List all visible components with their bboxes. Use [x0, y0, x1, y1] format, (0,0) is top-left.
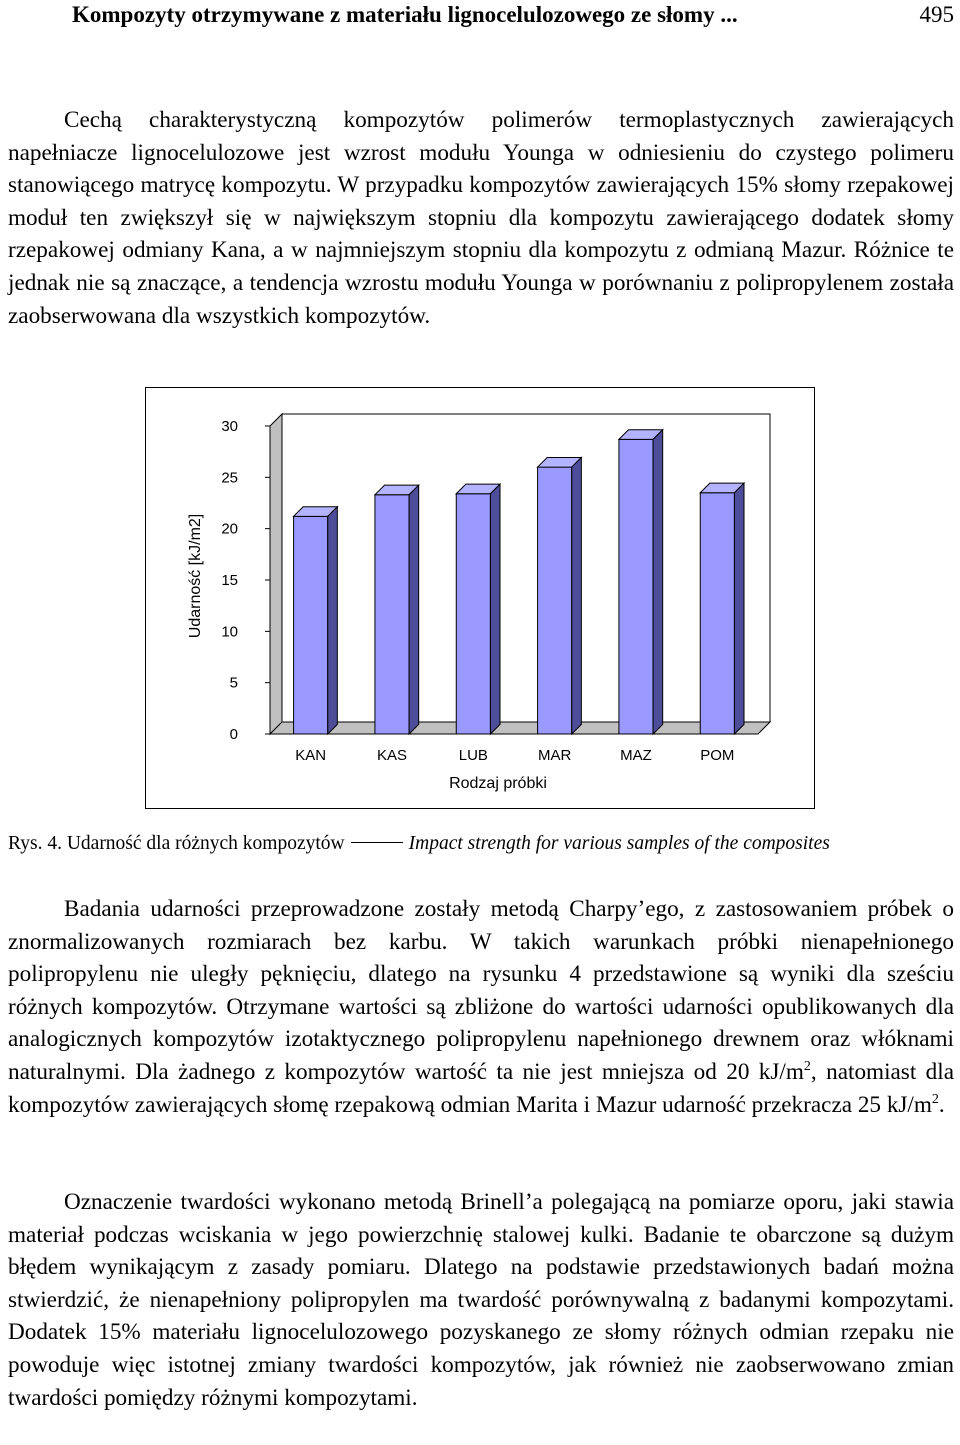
- chart-bar-side: [653, 430, 663, 734]
- chart-bar-side: [409, 485, 419, 734]
- chart-bar: [375, 485, 419, 734]
- chart-y-tick-label: 15: [221, 572, 238, 589]
- chart-y-axis-label: Udarność [kJ/m2]: [187, 513, 204, 639]
- chart-bar-front: [456, 494, 490, 734]
- chart-x-tick-label: MAR: [537, 747, 572, 764]
- caption-english: Impact strength for various samples of the composites: [408, 833, 830, 854]
- paragraph2-part2: , natomiast dla kompozytów zawierających słomę rzepakową odmian Marita i Mazur udarność przekracza 25 kJ/m: [8, 1058, 954, 1118]
- paragraph2-part1: Badania udarności przeprowadzone zostały metodą Charpy’ego, z zastosowaniem próbek o znormalizowanych rozmiarach bez karbu. W takich warunkach próbki nienapełnionego polipropylenu nie uległy pęknięciu, dlatego na rysunku 4 przedstawione są wyniki dla sześciu różnych kompozytów. Otrzymane wartości są zbliżone do wartości udarności opublikowanych dla analogicznych kompozytów izotaktycznego polipropylenu napełnionego drewnem oraz włóknami naturalnymi. Dla żadnego z kompozytów wartość ta nie jest mniejsza od 20 kJ/m: [8, 896, 954, 1085]
- chart-y-tick-label: 5: [229, 674, 238, 692]
- chart-side-wall: [270, 414, 282, 734]
- chart-y-tick-label: 0: [229, 726, 238, 743]
- chart-x-tick-label: KAN: [295, 747, 327, 764]
- chart-x-tick-label: LUB: [458, 747, 488, 764]
- chart-bar-side: [490, 484, 500, 734]
- caption-dash: [351, 842, 403, 843]
- chart-bar-side: [734, 483, 744, 734]
- chart-canvas: [146, 388, 814, 808]
- chart-bar-front: [619, 439, 653, 734]
- chart-x-tick-label: MAZ: [620, 747, 652, 764]
- caption-label: Rys. 4.: [8, 833, 62, 854]
- chart-x-axis-label: Rodzaj próbki: [449, 775, 547, 792]
- chart-bar-front: [700, 493, 734, 734]
- chart-y-tick-label: 30: [221, 418, 238, 435]
- caption-polish: Udarność dla różnych kompozytów: [66, 833, 345, 854]
- chart-bar-side: [572, 457, 582, 734]
- chart-x-tick-label: POM: [700, 747, 735, 764]
- chart-x-tick-label: KAS: [376, 747, 408, 764]
- chart-x-tick-labels: [295, 747, 734, 764]
- chart-bar-front: [294, 516, 328, 734]
- chart-plot-area: [270, 414, 770, 734]
- superscript-2: 2: [931, 1091, 939, 1107]
- chart-bar-front: [538, 467, 572, 734]
- chart-y-tick-label: 25: [221, 469, 238, 487]
- chart-y-tick-label: 20: [221, 520, 238, 538]
- chart-y-tick-labels: [221, 418, 270, 743]
- chart-bar: [538, 457, 582, 734]
- page-number: 495: [919, 2, 954, 27]
- running-header: [72, 0, 954, 32]
- paragraph2-part3: .: [938, 1091, 945, 1118]
- chart-bar: [700, 483, 744, 734]
- running-title: Kompozyty otrzymywane z materiału lignocelulozowego ze słomy ...: [72, 2, 738, 27]
- paragraph-youngs-modulus: Cechą charakterystyczną kompozytów polimerów termoplastycznych zawierających napełniacze lignocelulozowe jest wzrost modułu Younga w odniesieniu do czystego polimeru stanowiącego matrycę kompozytu. W przypadku kompozytów zawierających 15% słomy rzepakowej moduł ten zwiększył się w największym stopniu dla kompozytu zawierającego dodatek słomy rzepakowej odmiany Kana, a w najmniejszym stopniu dla kompozytu z odmianą Mazur. Różnice te jednak nie są znaczące, a tendencja wzrostu modułu Younga w porównaniu z polipropylenem została zaobserwowana dla wszystkich kompozytów.: [8, 107, 954, 329]
- chart-back-wall: [282, 414, 770, 722]
- figure-caption: [8, 830, 958, 858]
- chart-floor: [270, 722, 770, 734]
- chart-bar: [619, 430, 663, 734]
- chart-y-tick-label: 10: [221, 623, 238, 641]
- chart-bar: [294, 507, 338, 734]
- paragraph-impact-strength: [8, 893, 954, 1121]
- chart-bar: [456, 484, 500, 734]
- chart-bar-front: [375, 495, 409, 734]
- impact-strength-chart: [145, 387, 815, 809]
- paragraph-hardness: Oznaczenie twardości wykonano metodą Brinell’a polegającą na pomiarze oporu, jaki stawia materiał podczas wciskania w jego powierzchnię stalowej kulki. Badanie te obarczone są dużym błędem wynikającym z zasady pomiaru. Dlatego na podstawie przedstawionych badań można stwierdzić, że nienapełniony polipropylen ma twardość porównywalną z badanymi kompozytami. Dodatek 15% materiału lignocelulozowego pozyskanego ze słomy różnych odmian rzepaku nie powoduje więc istotnej zmiany twardości kompozytów, jak również nie zaobserwowano zmian twardości pomiędzy różnymi kompozytami.: [8, 1189, 954, 1411]
- chart-bar-side: [328, 507, 338, 734]
- superscript-2: 2: [803, 1058, 811, 1074]
